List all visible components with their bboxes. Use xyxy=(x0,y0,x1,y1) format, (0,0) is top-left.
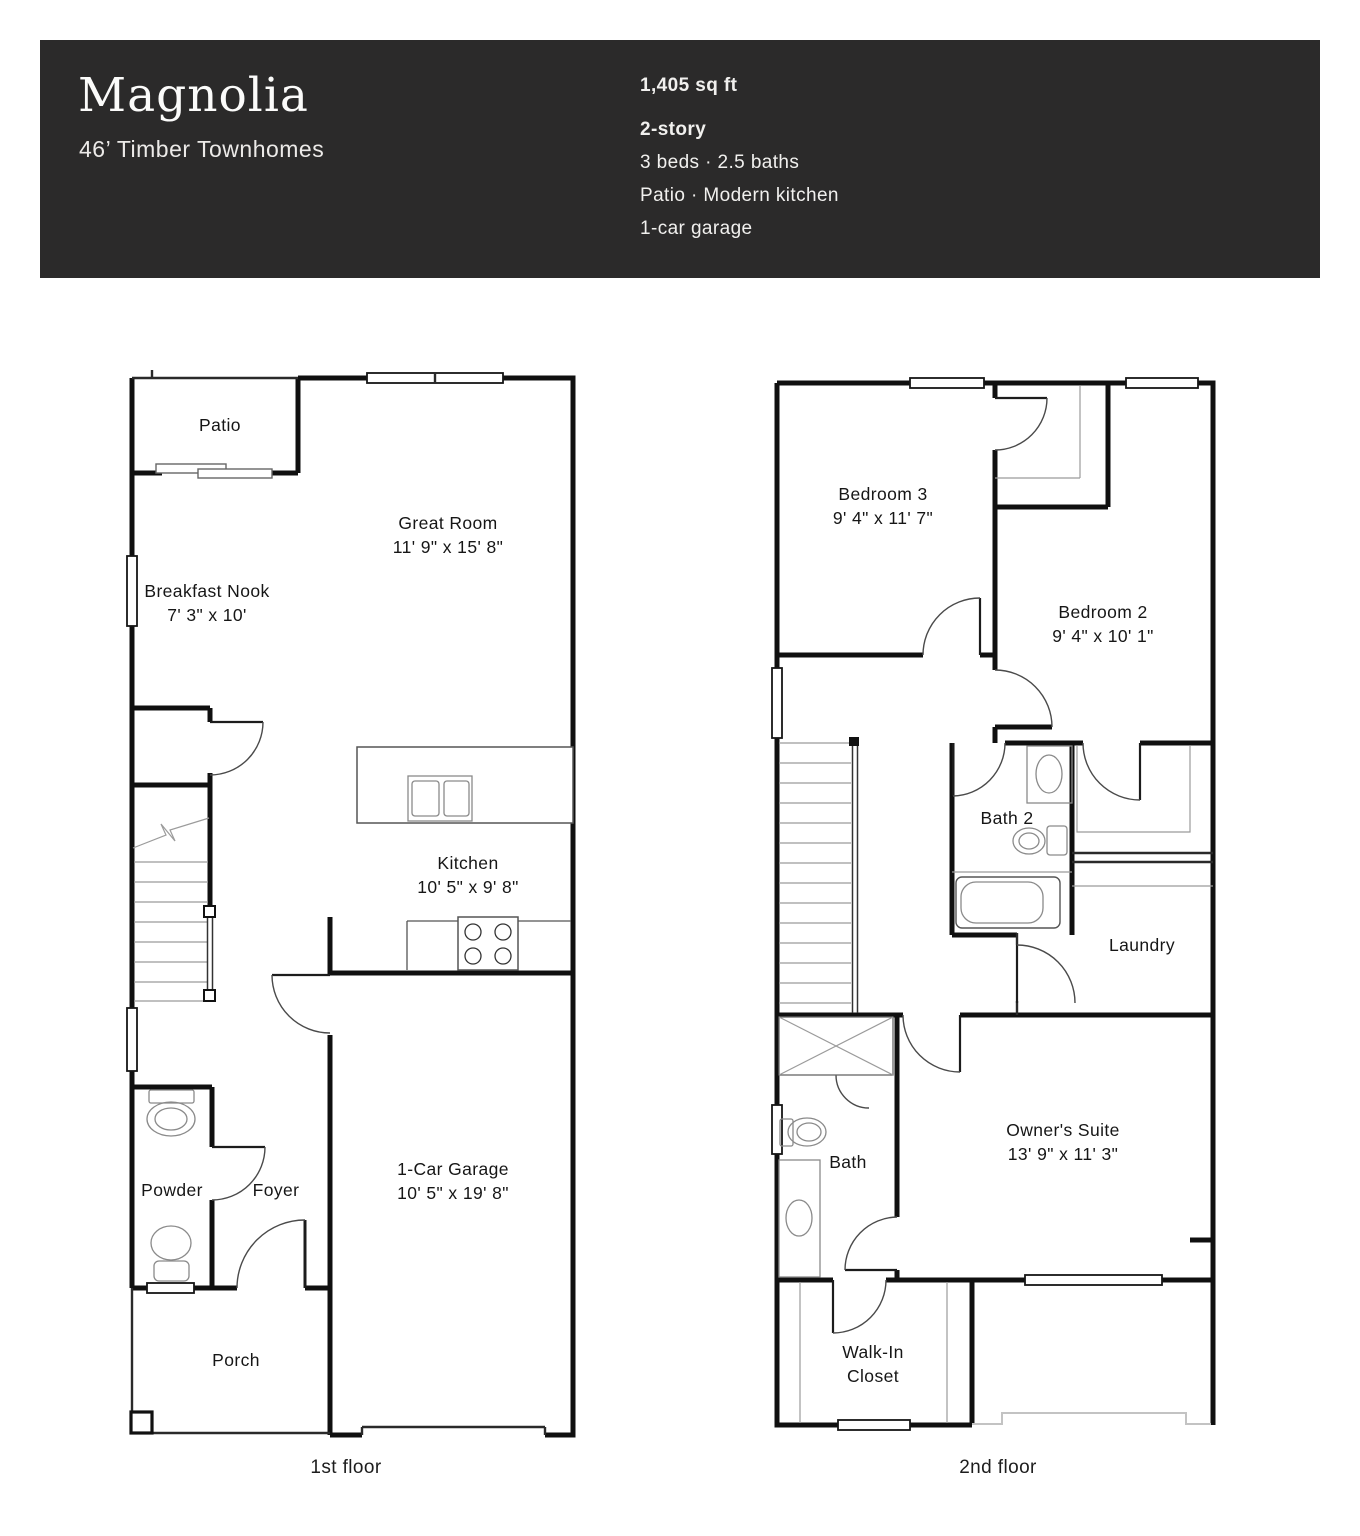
owners-bath-fixtures xyxy=(779,1017,893,1277)
walkin-closet-window xyxy=(838,1420,910,1430)
hall-window xyxy=(772,668,782,738)
label-laundry: Laundry xyxy=(1108,935,1176,955)
bedroom2-door-swing xyxy=(995,670,1052,727)
floor1-walls xyxy=(132,378,573,1435)
walkin-door-swing xyxy=(833,1280,886,1333)
label-great-room-dims: 11' 9" x 15' 8" xyxy=(392,537,504,557)
floor2-stairs xyxy=(779,737,859,1013)
powder-toilet-tank xyxy=(149,1090,194,1103)
bath-toilet-bowl-inner xyxy=(797,1123,821,1141)
caption-floor1: 1st floor xyxy=(310,1457,382,1478)
shower-door-swing xyxy=(836,1075,869,1108)
bedroom3-window xyxy=(910,378,984,388)
label-breakfast-nook-dims: 7' 3" x 10' xyxy=(167,605,247,625)
label-kitchen: Kitchen xyxy=(437,853,499,873)
floor2-doors xyxy=(833,398,1140,1333)
spec-sqft: 1,405 sq ft xyxy=(640,75,738,96)
owners-bath-door-swing xyxy=(845,1217,897,1270)
powder-sink-pedestal xyxy=(154,1261,189,1281)
powder-toilet-bowl-inner xyxy=(155,1108,187,1130)
bedroom2-closet-door-swing xyxy=(1083,743,1140,800)
breakfast-nook-window xyxy=(127,556,137,626)
caption-floor2: 2nd floor xyxy=(959,1457,1037,1478)
label-walkin-line1: Walk-In xyxy=(842,1342,904,1362)
label-bedroom2: Bedroom 2 xyxy=(1058,602,1148,622)
label-kitchen-dims: 10' 5" x 9' 8" xyxy=(417,877,519,897)
bath-sink xyxy=(786,1200,812,1236)
bath2-fixtures xyxy=(952,746,1072,928)
label-foyer: Foyer xyxy=(252,1180,300,1200)
floor1-doors xyxy=(210,722,330,1288)
shower-x xyxy=(779,1017,893,1075)
bath2-toilet-bowl-inner xyxy=(1019,833,1039,849)
bedroom3-closet-shelf xyxy=(995,386,1080,478)
label-powder: Powder xyxy=(141,1180,203,1200)
bath-vanity xyxy=(779,1160,820,1277)
label-owners-suite: Owner's Suite xyxy=(1006,1120,1120,1140)
label-walkin-line2: Closet xyxy=(846,1366,900,1386)
laundry-door-swing xyxy=(1017,945,1075,1003)
front-door-swing xyxy=(237,1220,305,1288)
label-breakfast-nook: Breakfast Nook xyxy=(144,581,270,601)
garage-entry-door-swing xyxy=(272,975,330,1033)
stair-rail-2 xyxy=(853,740,858,1013)
stair-newel-2 xyxy=(849,737,859,746)
owners-suite-window xyxy=(1025,1275,1162,1285)
label-garage-dims: 10' 5" x 19' 8" xyxy=(397,1183,509,1203)
spec-beds-baths: 3 beds · 2.5 baths xyxy=(640,152,800,173)
floor1-stairs xyxy=(133,818,215,1001)
bath2-toilet-bowl xyxy=(1013,828,1045,854)
powder-toilet-bowl xyxy=(147,1102,195,1136)
stair-newel-top xyxy=(204,906,215,917)
bedroom2-closet-shelf xyxy=(1077,746,1190,832)
floor1-plan xyxy=(127,370,573,1478)
label-patio: Patio xyxy=(199,415,241,435)
spec-features: Patio · Modern kitchen xyxy=(640,185,839,206)
stair-rail xyxy=(208,917,213,991)
bath2-sink xyxy=(1036,755,1062,793)
bath2-toilet-tank xyxy=(1047,826,1067,855)
owners-suite-door-swing xyxy=(903,1015,960,1072)
porch-post xyxy=(131,1412,152,1433)
bath2-door-swing xyxy=(953,743,1005,796)
label-porch: Porch xyxy=(212,1350,260,1370)
stair-wall-window xyxy=(127,1008,137,1071)
powder-sink-basin xyxy=(151,1226,191,1260)
plan-title: Magnolia xyxy=(78,68,309,123)
stair-break-line xyxy=(133,818,209,848)
floor2-plan xyxy=(772,378,1213,1478)
floor2-labels xyxy=(829,484,1175,1478)
label-bedroom3-dims: 9' 4" x 11' 7" xyxy=(832,508,934,528)
stair-newel-bottom xyxy=(204,990,215,1001)
label-bath2: Bath 2 xyxy=(980,808,1034,828)
label-bedroom3: Bedroom 3 xyxy=(838,484,928,504)
bath2-tub xyxy=(956,877,1060,928)
plan-subtitle: 46’ Timber Townhomes xyxy=(79,136,325,162)
bedroom3-door-swing xyxy=(923,598,980,655)
patio-slider-panel-2 xyxy=(198,469,272,478)
bedroom2-window xyxy=(1126,378,1198,388)
bedroom3-closet-door-swing xyxy=(995,398,1047,450)
label-owners-suite-dims: 13' 9" x 11' 3" xyxy=(1007,1144,1119,1164)
label-garage: 1-Car Garage xyxy=(397,1159,509,1179)
powder-window xyxy=(147,1283,194,1293)
spec-garage: 1-car garage xyxy=(640,218,753,239)
closet-door-swing xyxy=(210,722,263,775)
kitchen-island xyxy=(357,747,573,823)
floor1-windows xyxy=(127,373,503,1293)
roof-outline xyxy=(972,1413,1211,1424)
label-great-room: Great Room xyxy=(398,513,498,533)
label-bath: Bath xyxy=(829,1152,867,1172)
label-bedroom2-dims: 9' 4" x 10' 1" xyxy=(1052,626,1154,646)
spec-stories: 2-story xyxy=(640,119,707,140)
bath-toilet-bowl xyxy=(788,1118,826,1146)
